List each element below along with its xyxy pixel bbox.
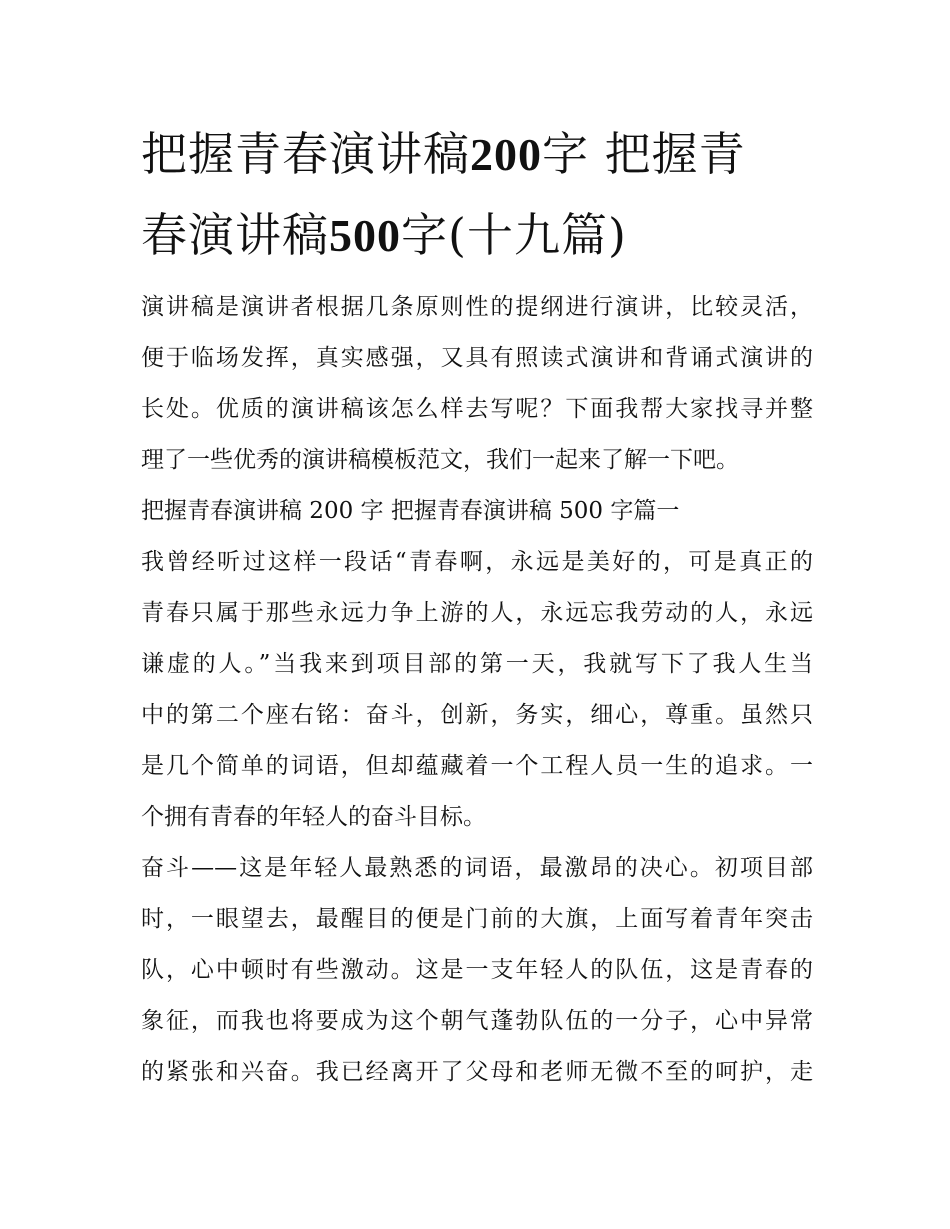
- title-text: 把握青春演讲稿: [141, 127, 470, 181]
- text-line: 青春只属于那些永远力争上游的人，永远忘我劳动的人，永远: [141, 600, 813, 626]
- title-text: 字(十九篇): [401, 208, 627, 262]
- title-number: 200: [470, 129, 542, 180]
- text-line: 演讲稿是演讲者根据几条原则性的提纲进行演讲，比较灵活，: [141, 294, 813, 320]
- body-paragraph: [141, 843, 813, 1098]
- text-line: 时，一眼望去，最醒目的便是门前的大旗，上面写着青年突击: [141, 906, 813, 932]
- text-line: 奋斗——这是年轻人最熟悉的词语，最激昂的决心。初项目部: [141, 855, 813, 881]
- title-text: 字 把握青: [542, 127, 746, 181]
- title-number: 500: [329, 210, 401, 261]
- text-line: 的紧张和兴奋。我已经离开了父母和老师无微不至的呵护，走: [141, 1059, 813, 1085]
- text-line: 我曾经听过这样一段话“青春啊，永远是美好的，可是真正的: [141, 549, 813, 575]
- title-line-2: [141, 195, 813, 276]
- section-heading: [141, 486, 813, 537]
- text-line: 是几个简单的词语，但却蕴藏着一个工程人员一生的追求。一: [141, 753, 813, 779]
- document-page: [141, 114, 813, 1098]
- title-line-1: [141, 114, 813, 195]
- text-line: 象征，而我也将要成为这个朝气蓬勃队伍的一分子，心中异常: [141, 1008, 813, 1034]
- intro-paragraph: [141, 282, 813, 486]
- text-line: 队，心中顿时有些激动。这是一支年轻人的队伍，这是青春的: [141, 957, 813, 983]
- text-line: 长处。优质的演讲稿该怎么样去写呢？下面我帮大家找寻并整: [141, 396, 813, 422]
- text-line: 谦虚的人。”当我来到项目部的第一天，我就写下了我人生当: [141, 651, 813, 677]
- document-title: [141, 114, 813, 276]
- text-line: 理了一些优秀的演讲稿模板范文，我们一起来了解一下吧。: [141, 447, 739, 473]
- text-line: 便于临场发挥，真实感强，又具有照读式演讲和背诵式演讲的: [141, 345, 813, 371]
- text-line: 个拥有青春的年轻人的奋斗目标。: [141, 804, 486, 830]
- text-line: 中的第二个座右铭：奋斗，创新，务实，细心，尊重。虽然只: [141, 702, 813, 728]
- title-text: 春演讲稿: [141, 208, 329, 262]
- text-line: 把握青春演讲稿 200 字 把握青春演讲稿 500 字篇一: [141, 498, 680, 524]
- body-paragraph: [141, 537, 813, 843]
- document-body: [141, 282, 813, 1098]
